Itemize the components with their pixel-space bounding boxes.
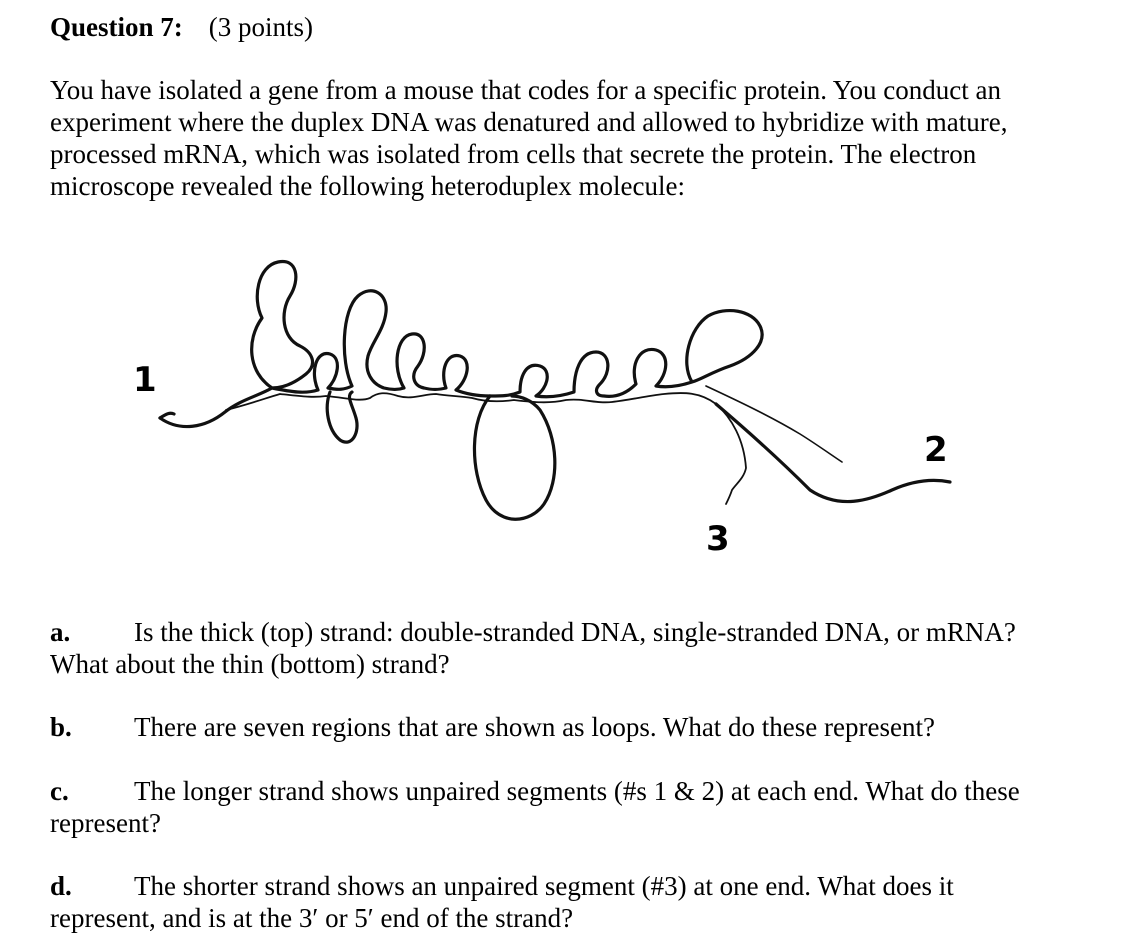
intro-line: You have isolated a gene from a mouse that codes for a specific protein. You conduct an	[50, 75, 1002, 105]
part-d	[50, 870, 1060, 934]
part-b-letter: b.	[50, 712, 72, 742]
label-1: 1	[133, 360, 157, 400]
part-a-letter: a.	[50, 617, 71, 647]
intro-line: microscope revealed the following heteroduplex molecule:	[50, 171, 686, 201]
heteroduplex-drawing	[0, 230, 1138, 590]
intro-line: processed mRNA, which was isolated from cells that secrete the protein. The electron	[50, 139, 977, 169]
part-d-text: The shorter strand shows an unpaired segment (#3) at one end. What does it	[134, 871, 954, 901]
part-c	[50, 775, 1060, 839]
label-2: 2	[924, 430, 948, 470]
part-b-text: There are seven regions that are shown as loops. What do these represent?	[134, 712, 935, 742]
part-c-text: The longer strand shows unpaired segments (#s 1 & 2) at each end. What do these	[134, 776, 1020, 806]
tail-1	[160, 413, 174, 418]
tail-2	[716, 404, 950, 502]
heteroduplex-figure	[0, 230, 1138, 590]
bottom-loop	[474, 396, 554, 519]
thin-right	[706, 386, 842, 462]
part-a-text: Is the thick (top) strand: double-stranded DNA, single-stranded DNA, or mRNA?	[134, 617, 1016, 647]
part-c-text-line2: represent?	[50, 808, 161, 838]
part-d-letter: d.	[50, 871, 72, 901]
part-b	[50, 711, 1060, 743]
intro-line: experiment where the duplex DNA was denatured and allowed to hybridize with mature,	[50, 107, 1008, 137]
part-d-text-line2: represent, and is at the 3′ or 5′ end of the strand?	[50, 903, 574, 933]
part-a-text-line2: What about the thin (bottom) strand?	[50, 649, 450, 679]
thin-strand	[226, 393, 746, 504]
question-points: (3 points)	[208, 12, 314, 42]
question-heading	[50, 10, 313, 44]
question-number: Question 7:	[50, 12, 183, 42]
part-a	[50, 616, 1060, 680]
question-intro	[50, 74, 1050, 202]
part-c-letter: c.	[50, 776, 69, 806]
thick-strand	[160, 262, 762, 427]
label-3: 3	[706, 519, 730, 559]
